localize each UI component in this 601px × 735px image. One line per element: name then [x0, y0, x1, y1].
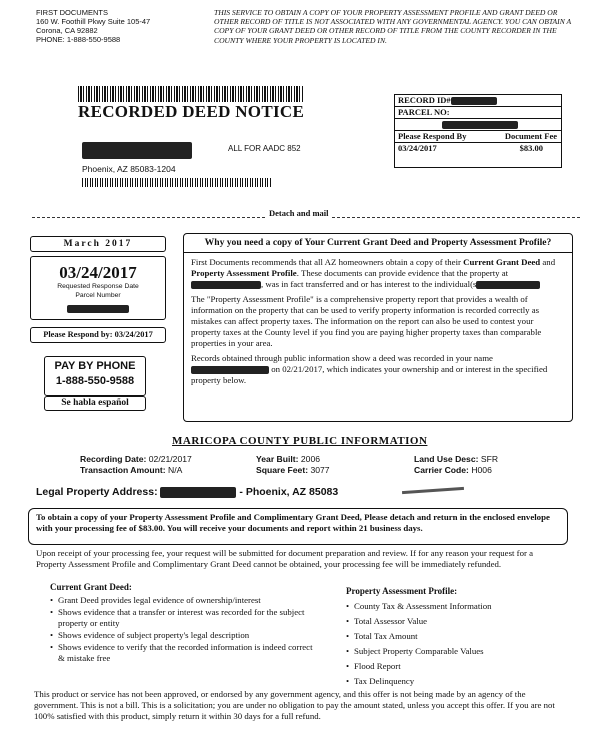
- parcel-label: PARCEL NO:: [398, 107, 450, 117]
- record-id-row: [395, 95, 561, 107]
- text: Records obtained through public information show a deed was recorded in your name: [191, 353, 493, 363]
- fee-label: Document Fee: [504, 131, 557, 141]
- text: First Documents recommends that all AZ homeowners obtain a copy of their: [191, 257, 464, 267]
- legal-address-city: - Phoenix, AZ 85083: [236, 486, 339, 498]
- sender-address: [36, 8, 150, 44]
- record-id-label: RECORD ID#: [398, 95, 451, 105]
- respond-by-value: 03/24/2017: [398, 143, 437, 153]
- redaction: [476, 281, 540, 289]
- offer-box: To obtain a copy of your Property Assessment Profile and Complimentary Grant Deed, Please detach and return in the enclosed envelope with your processing fee of $83.00. You will receive your documents and report within 21 business days.: [28, 508, 568, 545]
- value: 3077: [310, 465, 330, 475]
- pay-by-phone-number: 1-888-550-9588: [55, 375, 135, 387]
- list-item: • Grant Deed provides legal evidence of ownership/interest: [50, 595, 320, 606]
- value: N/A: [168, 465, 183, 475]
- list-item: • Total Assessor Value: [346, 614, 566, 629]
- assessment-section: [346, 586, 566, 689]
- grant-deed-section: [50, 582, 320, 664]
- respond-by-label: Please Respond By: [398, 131, 467, 141]
- why-heading: Why you need a copy of Your Current Grant Deed and Property Assessment Profile?: [184, 234, 572, 253]
- signature-mark: [402, 487, 464, 494]
- postal-barcode: [82, 178, 272, 187]
- list-item: • Shows evidence to verify that the recorded information is indeed correct & mistake free: [50, 642, 320, 664]
- redaction: [451, 97, 497, 105]
- label: Land Use Desc:: [414, 454, 479, 464]
- respond-by-box: Please Respond by: 03/24/2017: [30, 327, 166, 343]
- notice-title: RECORDED DEED NOTICE: [78, 102, 305, 121]
- redaction: [82, 142, 192, 159]
- legal-address: [36, 486, 338, 498]
- pay-by-phone-title: PAY BY PHONE: [54, 360, 136, 372]
- barcode: [78, 86, 304, 102]
- redaction: [160, 487, 236, 498]
- value: H006: [471, 465, 492, 475]
- list-item: • Tax Delinquency: [346, 674, 566, 689]
- text: , was in fact transferred and or has interest to the individual(s: [261, 279, 477, 289]
- text: and: [540, 257, 556, 267]
- presort-code: ALL FOR AADC 852: [228, 144, 301, 153]
- text-bold: Property Assessment Profile: [191, 268, 297, 278]
- sender-name: FIRST DOCUMENTS: [36, 8, 108, 17]
- respond-fee-labels: [395, 131, 561, 143]
- sender-street: 160 W. Foothill Pkwy Suite 105-47: [36, 17, 151, 26]
- text: on 02/21/2017, which indicates your ownership and or interest in the specified property below.: [191, 364, 548, 385]
- land-use: [414, 454, 498, 465]
- facts-col-2: [256, 454, 330, 476]
- redaction: [191, 281, 261, 289]
- square-feet: [256, 465, 330, 476]
- footer-disclaimer: This product or service has not been approved, or endorsed by any government agency, and this offer is not being made by an agency of the government. This is not a bill. This is a solicitation; you are under no obligation to pay the amount stated, unless you accept this offer. If you are not 100% satisfied with this product, simply return it within 30 days for a full refund.: [34, 689, 555, 721]
- grant-deed-list: [50, 595, 320, 664]
- list-item: • Flood Report: [346, 659, 566, 674]
- facts-col-3: [414, 454, 498, 476]
- legal-address-label: Legal Property Address:: [36, 486, 158, 498]
- record-box: [394, 94, 562, 168]
- label: Transaction Amount:: [80, 465, 166, 475]
- list-item: • Shows evidence of subject property's legal description: [50, 630, 320, 641]
- value: 2006: [300, 454, 321, 464]
- transaction-amount: [80, 465, 192, 476]
- label: Recording Date:: [80, 454, 147, 464]
- parcel-row: [395, 107, 561, 119]
- text: . These documents can provide evidence that the property at: [296, 268, 509, 278]
- grant-deed-heading: Current Grant Deed:: [50, 582, 132, 592]
- why-paragraph-3: [191, 353, 565, 386]
- parcel-number-label: Parcel Number: [75, 291, 121, 299]
- county-heading: MARICOPA COUNTY PUBLIC INFORMATION: [172, 435, 428, 447]
- parcel-value-row: [395, 119, 561, 131]
- list-item: • Total Tax Amount: [346, 629, 566, 644]
- text-bold: Current Grant Deed: [463, 257, 541, 267]
- redaction: [442, 121, 518, 129]
- list-item: • County Tax & Assessment Information: [346, 599, 566, 614]
- redaction: [191, 366, 269, 374]
- date-box: [30, 256, 166, 320]
- label: Year Built:: [256, 454, 299, 464]
- why-paragraph-2: The "Property Assessment Profile" is a comprehensive property report that provides a wealth of information on the property that can be used to verify property information is recorded correctly as mistakes can affect property taxes. The information on the report can also be used to contest your property taxes at the County level if you find you are paying higher property taxes than comparable properties in your area.: [191, 294, 542, 348]
- fee-value: $83.00: [519, 143, 543, 153]
- response-date-label: Requested Response Date: [57, 283, 139, 290]
- recording-date: [80, 454, 192, 465]
- list-item: • Subject Property Comparable Values: [346, 644, 566, 659]
- disclaimer: THIS SERVICE TO OBTAIN A COPY OF YOUR PROPERTY ASSESSMENT PROFILE AND GRANT DEED OR OTHER RECORD OF TITLE IS NOT ASSOCIATED WITH ANY GOVERNMENTAL AGENCY. YOU CAN OBTAIN A COPY OF YOUR GRANT DEED OR OTHER RECORD OF TITLE FROM THE COUNTY RECORDER IN THE COUNTY WHERE YOUR PROPERTY IS LOCATED IN.: [214, 8, 572, 45]
- month-box: March 2017: [30, 236, 166, 252]
- pay-by-phone-box: [44, 356, 146, 396]
- detach-label: Detach and mail: [266, 208, 332, 218]
- why-paragraph-1: [191, 257, 565, 290]
- value: SFR: [480, 454, 499, 464]
- redaction: [67, 305, 129, 313]
- label: Square Feet:: [256, 465, 309, 475]
- detach-line: [32, 208, 580, 220]
- sender-phone: PHONE: 1-888-550-9588: [36, 35, 121, 44]
- respond-fee-values: [395, 143, 561, 154]
- assessment-heading: Property Assessment Profile:: [346, 586, 458, 596]
- year-built: [256, 454, 330, 465]
- facts-col-1: [80, 454, 192, 476]
- recipient-city: Phoenix, AZ 85083-1204: [82, 164, 176, 174]
- response-date: 03/24/2017: [59, 263, 137, 282]
- assessment-list: [346, 599, 566, 689]
- label: Carrier Code:: [414, 465, 469, 475]
- habla-espanol: Se habla español: [44, 396, 146, 411]
- sender-city: Corona, CA 92882: [36, 26, 98, 35]
- value: 02/21/2017: [148, 454, 192, 464]
- why-box: [183, 233, 573, 422]
- upon-receipt: Upon receipt of your processing fee, your request will be submitted for document preparation and review. If for any reason your request for a Property Assessment Profile and Complimentary Grant Deed cannot be obtained, your processing fee will be immediately refunded.: [36, 548, 534, 569]
- carrier-code: [414, 465, 498, 476]
- list-item: • Shows evidence that a transfer or interest was recorded for the subject property or entity: [50, 607, 320, 629]
